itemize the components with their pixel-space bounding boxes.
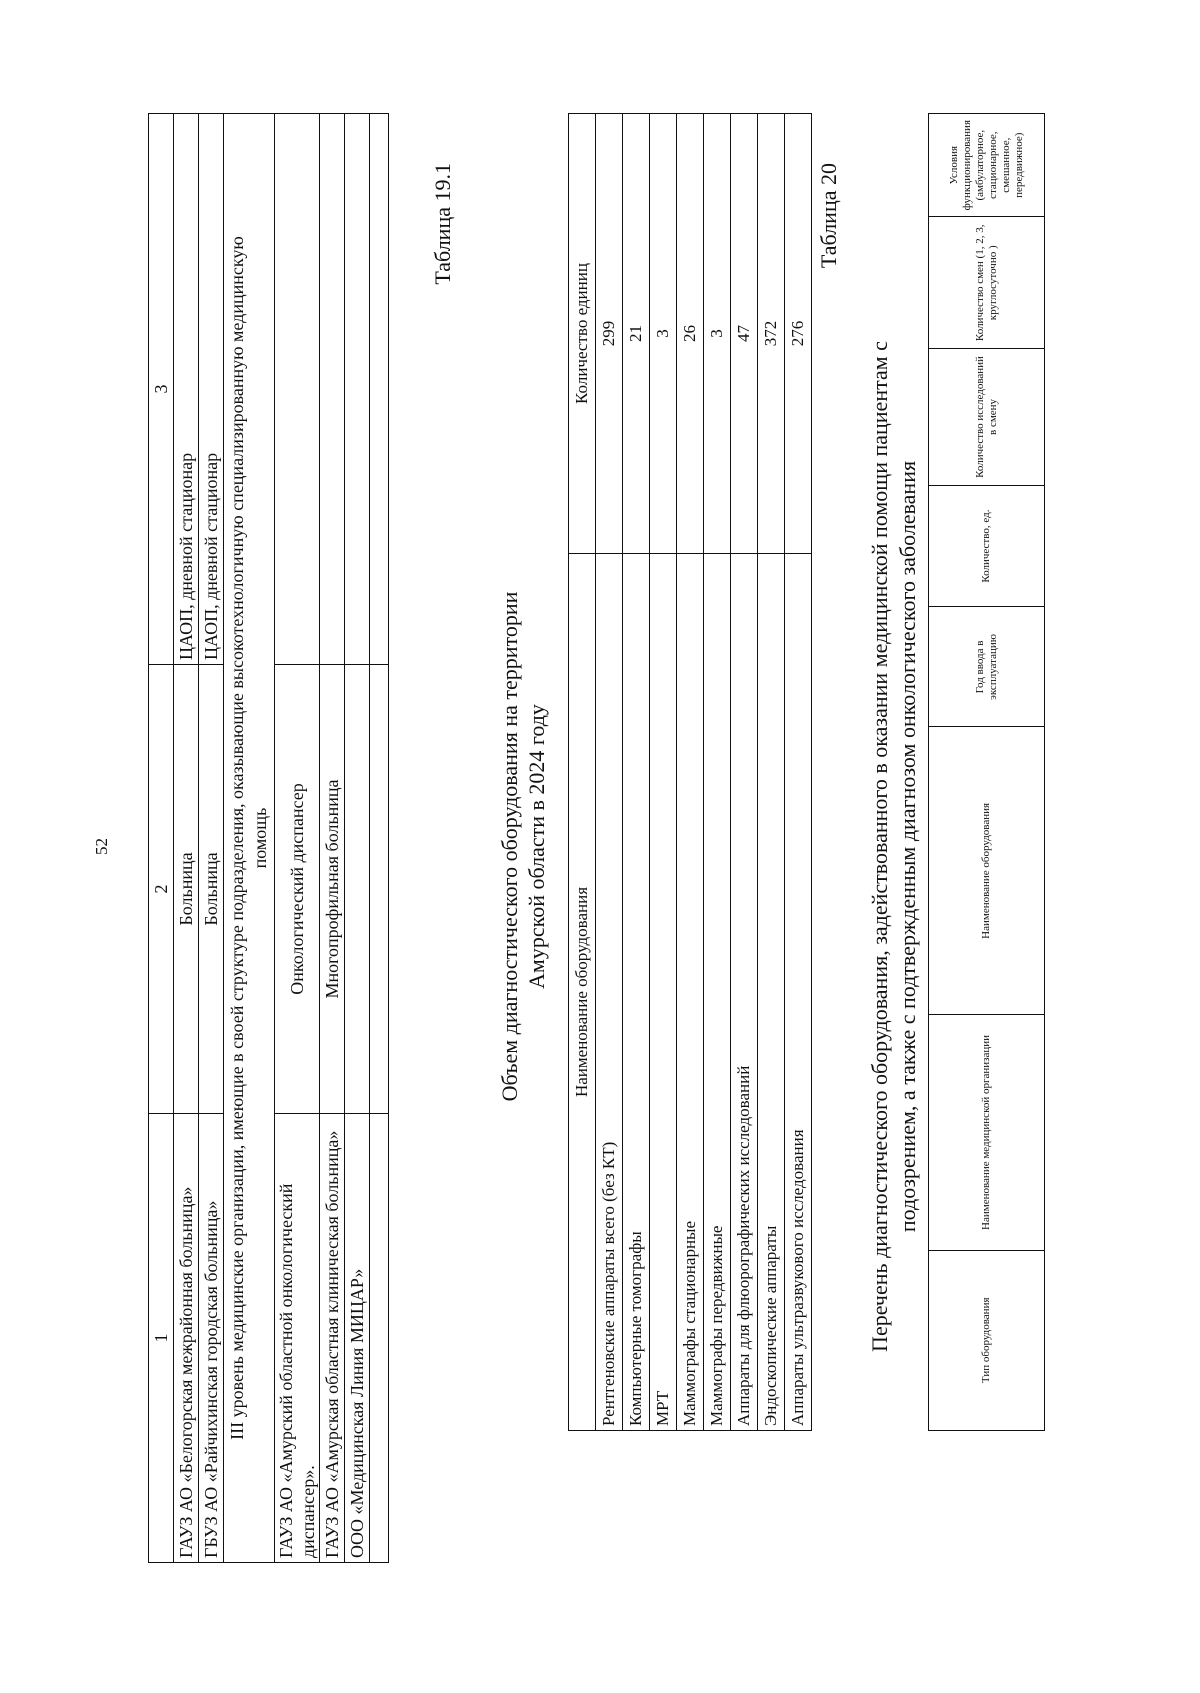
org-units [320, 114, 345, 665]
unit-count: 276 [785, 114, 812, 554]
level-heading: III уровень медицинские организации, имеющие в своей структуре подразделения, оказывающие высокотехнологичную специализированную медицинскую помощь [224, 114, 275, 1563]
table-row [785, 114, 812, 1431]
equipment-name: Маммографы передвижные [704, 554, 731, 1431]
org-type: Онкологический диспансер [275, 665, 320, 1114]
table-row [174, 114, 199, 1563]
org-type: Больница [174, 665, 199, 1114]
empty-cell [370, 1114, 389, 1563]
table-row [596, 114, 623, 1431]
unit-count: 299 [596, 114, 623, 554]
header-quantity: Количество, ед. [929, 485, 1045, 607]
org-units: ЦАОП, дневной стационар [174, 114, 199, 665]
equipment-name: Маммографы стационарные [677, 554, 704, 1431]
org-name: ООО «Медицинская Линия МИЦАР» [345, 1114, 370, 1563]
header-commission-year: Год ввода в эксплуатацию [929, 607, 1045, 727]
equipment-name: Эндоскопические аппараты [758, 554, 785, 1431]
table-row [677, 114, 704, 1431]
equipment-name: Аппараты для флюорографических исследований [731, 554, 758, 1431]
header-col-1: 1 [149, 1114, 174, 1563]
equipment-name: Аппараты ультразвукового исследования [785, 554, 812, 1431]
table-header-row [569, 114, 596, 1431]
unit-count: 47 [731, 114, 758, 554]
org-name: ГАУЗ АО «Белогорская межрайонная больница» [174, 1114, 199, 1563]
title-line: подозрением, а также с подтвержденным диагнозом онкологического заболевания [895, 460, 920, 1233]
table-row [623, 114, 650, 1431]
unit-count: 3 [650, 114, 677, 554]
header-studies-per-shift: Количество исследований в смену [929, 349, 1045, 486]
title-line: Амурской области в 2024 году [524, 704, 549, 989]
header-equipment-type: Тип оборудования [929, 1250, 1045, 1430]
table-header-row [929, 114, 1045, 1431]
org-type [345, 665, 370, 1114]
table-header-row [149, 114, 174, 1563]
unit-count: 3 [704, 114, 731, 554]
header-unit-count: Количество единиц [569, 114, 596, 554]
equipment-name: Компьютерные томографы [623, 554, 650, 1431]
org-type: Больница [199, 665, 224, 1114]
empty-cell [370, 665, 389, 1114]
unit-count: 26 [677, 114, 704, 554]
org-type: Многопрофильная больница [320, 665, 345, 1114]
table-19-1-label: Таблица 19.1 [430, 163, 455, 285]
table-row [704, 114, 731, 1431]
page-number: 52 [92, 838, 111, 855]
table-row [199, 114, 224, 1563]
org-name: ГАУЗ АО «Амурский областной онкологический диспансер». [275, 1114, 320, 1563]
table-row [758, 114, 785, 1431]
unit-count: 372 [758, 114, 785, 554]
table-row [731, 114, 758, 1431]
header-shift-count: Количество смен (1, 2, 3, круглосуточно ) [929, 217, 1045, 349]
header-equipment-name: Наименование оборудования [929, 727, 1045, 1015]
title-line: Перечень диагностического оборудования, задействованного в оказании медицинской помощи пациентам с [867, 341, 892, 1352]
oncology-equipment-table [928, 113, 1045, 1431]
org-name: ГБУЗ АО «Райчихинская городская больница» [199, 1114, 224, 1563]
org-units [345, 114, 370, 665]
level-heading-row [224, 114, 275, 1563]
equipment-volume-table [568, 113, 812, 1431]
unit-count: 21 [623, 114, 650, 554]
header-col-2: 2 [149, 665, 174, 1114]
table-row [345, 114, 370, 1563]
table-row [275, 114, 320, 1563]
table-row [320, 114, 345, 1563]
table-row [650, 114, 677, 1431]
org-units: ЦАОП, дневной стационар [199, 114, 224, 665]
facilities-table [148, 113, 389, 1563]
title-line: Объем диагностического оборудования на территории [497, 591, 522, 1102]
org-name: ГАУЗ АО «Амурская областная клиническая больница» [320, 1114, 345, 1563]
header-operating-conditions: Условия функционирования (амбулаторное, стационарное, смешанное, передвижное) [929, 114, 1045, 217]
table-19-1-title [496, 0, 550, 1693]
empty-cell [370, 114, 389, 665]
equipment-name: Рентгеновские аппараты всего (без КТ) [596, 554, 623, 1431]
table-20-title [866, 0, 922, 1693]
org-units [275, 114, 320, 665]
header-org-name: Наименование медицинской организации [929, 1015, 1045, 1250]
header-col-3: 3 [149, 114, 174, 665]
header-equipment-name: Наименование оборудования [569, 554, 596, 1431]
equipment-name: МРТ [650, 554, 677, 1431]
empty-row [370, 114, 389, 1563]
table-20-label: Таблица 20 [816, 163, 841, 269]
